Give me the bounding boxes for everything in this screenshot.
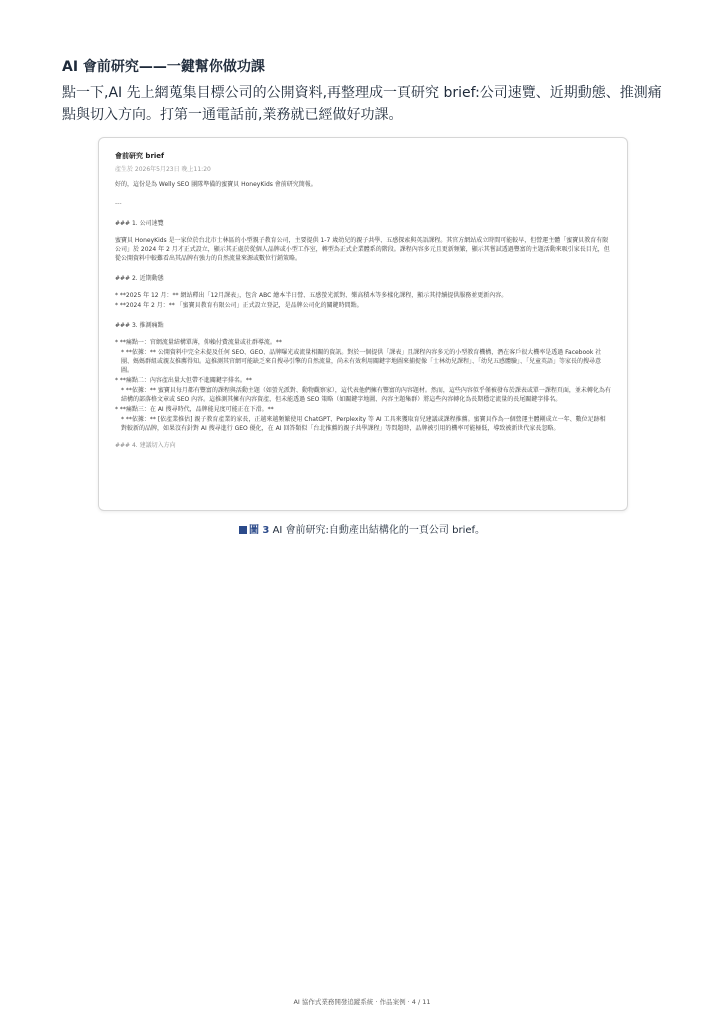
page-footer: AI 協作式業務開發追蹤系統 · 作品案例 · 4 / 11: [293, 998, 431, 1006]
intro-paragraph: 點一下,AI 先上網蒐集目標公司的公開資料,再整理成一頁研究 brief:公司速覽、近期動態、推測痛點與切入方向。打第一通電話前,業務就已經做好功課。: [62, 85, 662, 123]
section-paragraph-overview: 蜜寶貝 HoneyKids 是一家位於台北市士林區的小型親子教育公司，主要提供 1-7 歲幼兒的親子共學、五感探索與英語課程。其官方網站成立時間可能較早，但營運主體「蜜寶貝教育有限公司」於 2024 年 2 月才正式設立，顯示其正處於從個人品牌或小型工作室，轉型為正式企業體系的階段。課程內容多元且更新頻繁，顯示其嘗試透過豐富的主題活動來吸引家長目光，但從公開資料中較難看出其品牌有強力的自然流量來源或數位行銷策略。: [115, 237, 610, 262]
pain-point-heading: * **痛點三：在 AI 搜尋時代，品牌能見度可能正在下滑。**: [115, 406, 274, 413]
figure-square-icon: [239, 526, 247, 534]
brief-greeting: 好的，這份是為 Welly SEO 團隊準備的蜜寶貝 HoneyKids 會前研究簡報。: [115, 181, 317, 188]
section-heading-news: ### 2. 近期動態: [115, 275, 164, 282]
figure-caption-text: AI 會前研究:自動產出結構化的一頁公司 brief。: [272, 525, 486, 536]
brief-divider: ---: [115, 200, 122, 207]
figure-number: 圖 3: [248, 525, 270, 536]
brief-date: 產生於 2026年5月23日 晚上11:20: [115, 166, 211, 173]
section-heading-pain-points: ### 3. 推測痛點: [115, 322, 164, 329]
brief-title: 會前研究 brief: [115, 152, 165, 160]
pain-point-basis: * **依據：** 公開資料中完全未提及任何 SEO、GEO、品牌曝光或流量相關的資訊。對於一個提供「課表」且課程內容多元的小型教育機構，潛在客戶很大機率是透過 Facebook 社團、媽媽群組或親友推薦得知。這推測其官網可能缺乏來自搜尋引擎的自然流量，尚未有效利用關鍵字地圖來捕捉像「士林幼兒課程」、「幼兒五感體驗」、「兒童英語」等家長的搜尋意圖。: [121, 349, 602, 374]
news-item: * **2025 年 12 月：** 網站釋出「12月課表」，包含 ABC 繪本半日營、五感螢光派對、樂高積木等多樣化課程，顯示其持續提供服務並更新內容。: [115, 292, 508, 299]
page-title: AI 會前研究——一鍵幫你做功課: [62, 59, 265, 75]
pain-point-heading: * **痛點一：官網流量結構單薄，仰賴付費流量或社群導流。**: [115, 339, 282, 346]
pain-point-basis: * **依據：** 蜜寶貝每月都有豐富的課程與活動主題（如螢光派對、動物觀察家），這代表他們擁有豐富的內容題材。然而，這些內容似乎僅被發布於課表或單一課程頁面，並未轉化為有結構的部落格文章或 SEO 內容。這推測其擁有內容資產，但未能透過 SEO 策略（如關鍵字地圖、內容主題集群）將這些內容轉化為長期穩定流量的長尾關鍵字排名。: [121, 387, 611, 403]
pain-point-basis: * **依據：** [依產業推估] 親子教育產業的家長，正越來越頻繁使用 ChatGPT、Perplexity 等 AI 工具來獲取育兒建議或課程推薦。蜜寶貝作為一個營運主體剛成立一年、數位足跡相對較新的品牌，如果沒有針對 AI 搜尋進行 GEO 優化，在 AI 回答類似「台北推薦的親子共學課程」等問題時，品牌被引用的機率可能極低，導致被新世代家長忽略。: [121, 416, 606, 432]
section-heading-overview: ### 1. 公司速覽: [115, 220, 164, 227]
figure-caption: [0, 521, 724, 536]
section-heading-approach: ### 4. 建議切入方向: [115, 442, 176, 449]
research-brief: [115, 152, 611, 450]
brief-screenshot: [98, 137, 628, 511]
pain-point-heading: * **痛點二：內容產出量大但帶不進關鍵字排名。**: [115, 377, 252, 384]
news-item: * **2024 年 2 月：** 「蜜寶貝教育有限公司」正式設立登記，是品牌公司化的關鍵時間點。: [115, 302, 363, 309]
